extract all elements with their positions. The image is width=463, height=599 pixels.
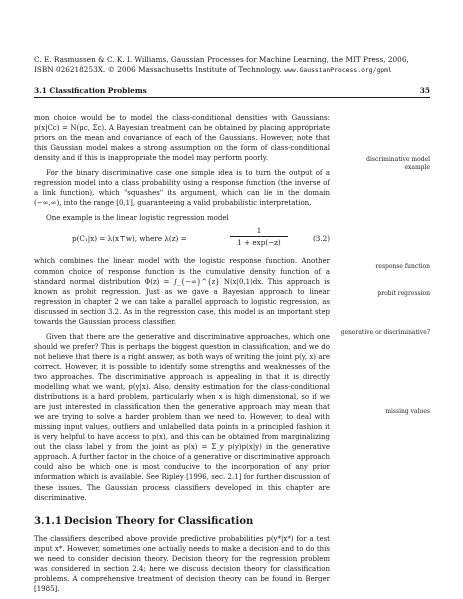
margin-note-missing-values: missing values <box>385 408 430 415</box>
page-number: 35 <box>419 86 430 95</box>
margin-note-response-function: response function <box>375 263 430 270</box>
equation-numerator: 1 <box>230 226 288 237</box>
paragraph-5: Given that there are the generative and discriminative approaches, which one should we prefer? This is perhaps the biggest question in classification, and we do not believe that there is a right answer, as both ways of writing the joint p(y, x) are correct. However, it is possible to identify some strengths and weaknesses of the two approaches. The discriminative approach is appealing in that it is directly modelling what we want, p(y|x). Also, density estimation for the class-conditional distributions is a hard problem, particularly when x is high dimensional, so if we are just interested in classification then the generative approach may mean that we are trying to solve a harder problem than we need to. However, to deal with missing input values, outliers and unlabelled data points in a principled fashion it is very helpful to have access to p(x), and this can be obtained from marginalizing out the class label y from the joint as p(x) = Σ_y p(y)p(x|y) in the generative approach. A further factor in the choice of a generative or discriminative approach could also be which one is most conducive to the incorporation of any prior information which is available. See Ripley [1996, sec. 2.1] for further discussion of these issues. The Gaussian process classifiers developed in this chapter are discriminative. <box>34 332 330 502</box>
paragraph-6: The classifiers described above provide predictive probabilities p(y*|x*) for a test input x*. However, sometimes one actually needs to make a decision and to do this we need to consider decision theory. Decision theory for the regression problem was considered in section 2.4; here we discuss decision theory for classification problems. A comprehensive treatment of decision theory can be found in Berger [1985]. <box>34 534 330 593</box>
copyright-header-line-2 <box>34 65 434 75</box>
margin-note-generative-or-discriminative: generative or discriminative? <box>340 329 430 336</box>
equation-lhs: p(C₁|x) = λ(x⊤w), where λ(z) = <box>72 234 187 244</box>
paragraph-2: For the binary discriminative case one simple idea is to turn the output of a regression model into a class probability using a response function (the inverse of a link function), which "squashes" its argument, which can lie in the domain (−∞,∞), into the range [0,1], guaranteeing a valid probabilistic interpretation. <box>34 169 330 208</box>
paragraph-3: One example is the linear logistic regression model <box>46 214 229 223</box>
running-head-section: 3.1 Classification Problems <box>34 86 147 95</box>
subsection-heading <box>34 513 330 534</box>
website-url: www.GaussianProcess.org/gpml <box>284 66 392 74</box>
copyright-notice: ISBN 026218253X. © 2006 Massachusetts Institute of Technology. <box>34 65 282 74</box>
margin-note-discriminative-model: discriminative model example <box>366 156 430 172</box>
equation-number: (3.2) <box>312 234 330 244</box>
subsection-title: Decision Theory for Classification <box>64 515 254 527</box>
margin-note-probit-regression: probit regression <box>377 290 430 297</box>
paragraph-4: which combines the linear model with the logistic response function. Another common choice of response function is the cumulative density function of a standard normal distribution Φ(z) = ∫_{−∞}^{z} N(x|0,1)dx. This approach is known as probit regression. Just as we gave a Bayesian approach to linear regression in chapter 2 we can take a parallel approach to logistic regression, as discussed in section 3.2. As in the regression case, this model is an important step towards the Gaussian process classifier. <box>34 257 330 326</box>
equation-denominator: 1 + exp(−z) <box>237 238 281 248</box>
subsection-number: 3.1.1 <box>34 515 62 527</box>
paragraph-1: mon choice would be to model the class-conditional densities with Gaussians: p(x|Cc) = N(μc, Σc). A Bayesian treatment can be obtained by placing appropriate priors on the mean and covariance of each of the Gaussians. However, note that this Gaussian model makes a strong assumption on the form of class-conditional density and if this is inappropriate the model may perform poorly. <box>34 114 330 163</box>
equation-fraction <box>230 226 288 248</box>
running-head <box>34 86 430 96</box>
equation-3-2 <box>34 223 330 256</box>
header-rule <box>34 97 430 98</box>
body-text <box>34 113 330 594</box>
copyright-header-line-1: C. E. Rasmussen & C. K. I. Williams, Gaussian Processes for Machine Learning, the MIT Press, 2006, <box>34 55 409 64</box>
